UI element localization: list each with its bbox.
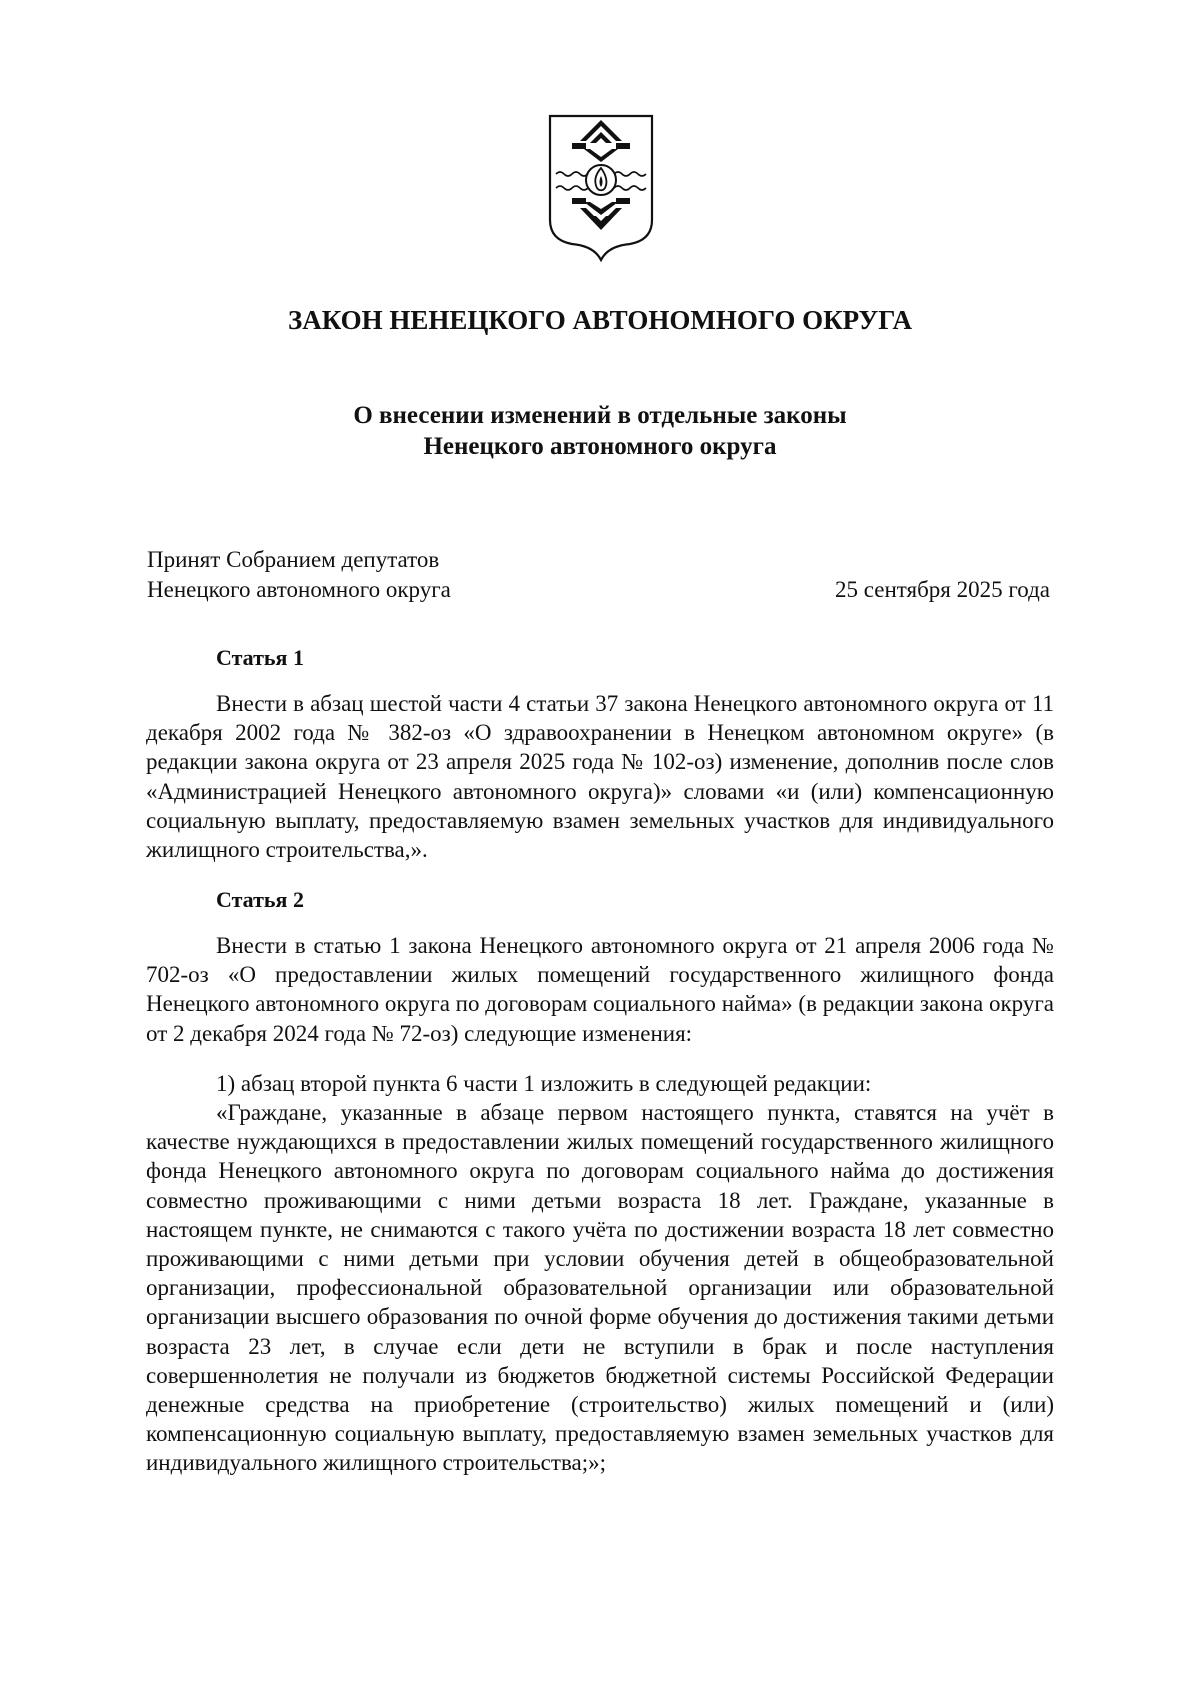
subtitle-line-2: Ненецкого автономного округа <box>423 433 777 460</box>
adoption-date: 25 сентября 2025 года <box>835 577 1050 602</box>
article-1-heading: Статья 1 <box>216 645 304 670</box>
article-2-heading: Статья 2 <box>216 887 304 912</box>
adoption-line-2: Ненецкого автономного округа <box>147 577 451 602</box>
article-2-intro: Внести в статью 1 закона Ненецкого автономного округа от 21 апреля 2006 года № 702-оз «О предоставлении жилых помещений государственного жилищного фонда Ненецкого автономного округа по договорам социального найма» (в редакции закона округа от 2 декабря 2024 года № 72-оз) следующие изменения: <box>146 933 1054 1046</box>
article-2-quote: «Граждане, указанные в абзаце первом настоящего пункта, ставятся на учёт в качестве нуждающихся в предоставлении жилых помещений государственного жилищного фонда Ненецкого автономного округа по договорам социального найма до достижения совместно проживающими с ними детьми возраста 18 лет. Граждане, указанные в настоящем пункте, не снимаются с такого учёта по достижении возраста 18 лет совместно проживающими с ними детьми при условии обучения детей в общеобразовательной организации, профессиональной образовательной организации или образовательной организации высшего образования по очной форме обучения до достижения такими детьми возраста 23 лет, в случае если дети не вступили в брак и после наступления совершеннолетия не получали из бюджетов бюджетной системы Российской Федерации денежные средства на приобретение (строительство) жилых помещений и (или) компенсационную социальную выплату, предоставляемую взамен земельных участков для индивидуального жилищного строительства;»; <box>146 1100 1054 1476</box>
coat-of-arms-icon <box>544 112 658 262</box>
article-2-item-1: 1) абзац второй пункта 6 части 1 изложить в следующей редакции: <box>216 1071 872 1096</box>
article-1-text: Внести в абзац шестой части 4 статьи 37 закона Ненецкого автономного округа от 11 декабря 2002 года № 382-оз «О здравоохранении в Ненецком автономном округе» (в редакции закона округа от 23 апреля 2025 года № 102-оз) изменение, дополнив после слов «Администрацией Ненецкого автономного округа)» словами «и (или) компенсационную социальную выплату, предоставляемую взамен земельных участков для индивидуального жилищного строительства,». <box>146 691 1054 863</box>
law-title: ЗАКОН НЕНЕЦКОГО АВТОНОМНОГО ОКРУГА <box>287 305 913 335</box>
law-subtitle <box>0 400 1200 462</box>
subtitle-line-1: О внесении изменений в отдельные законы <box>353 402 847 429</box>
adoption-block <box>147 545 451 605</box>
adoption-line-1: Принят Собранием депутатов <box>147 547 440 572</box>
